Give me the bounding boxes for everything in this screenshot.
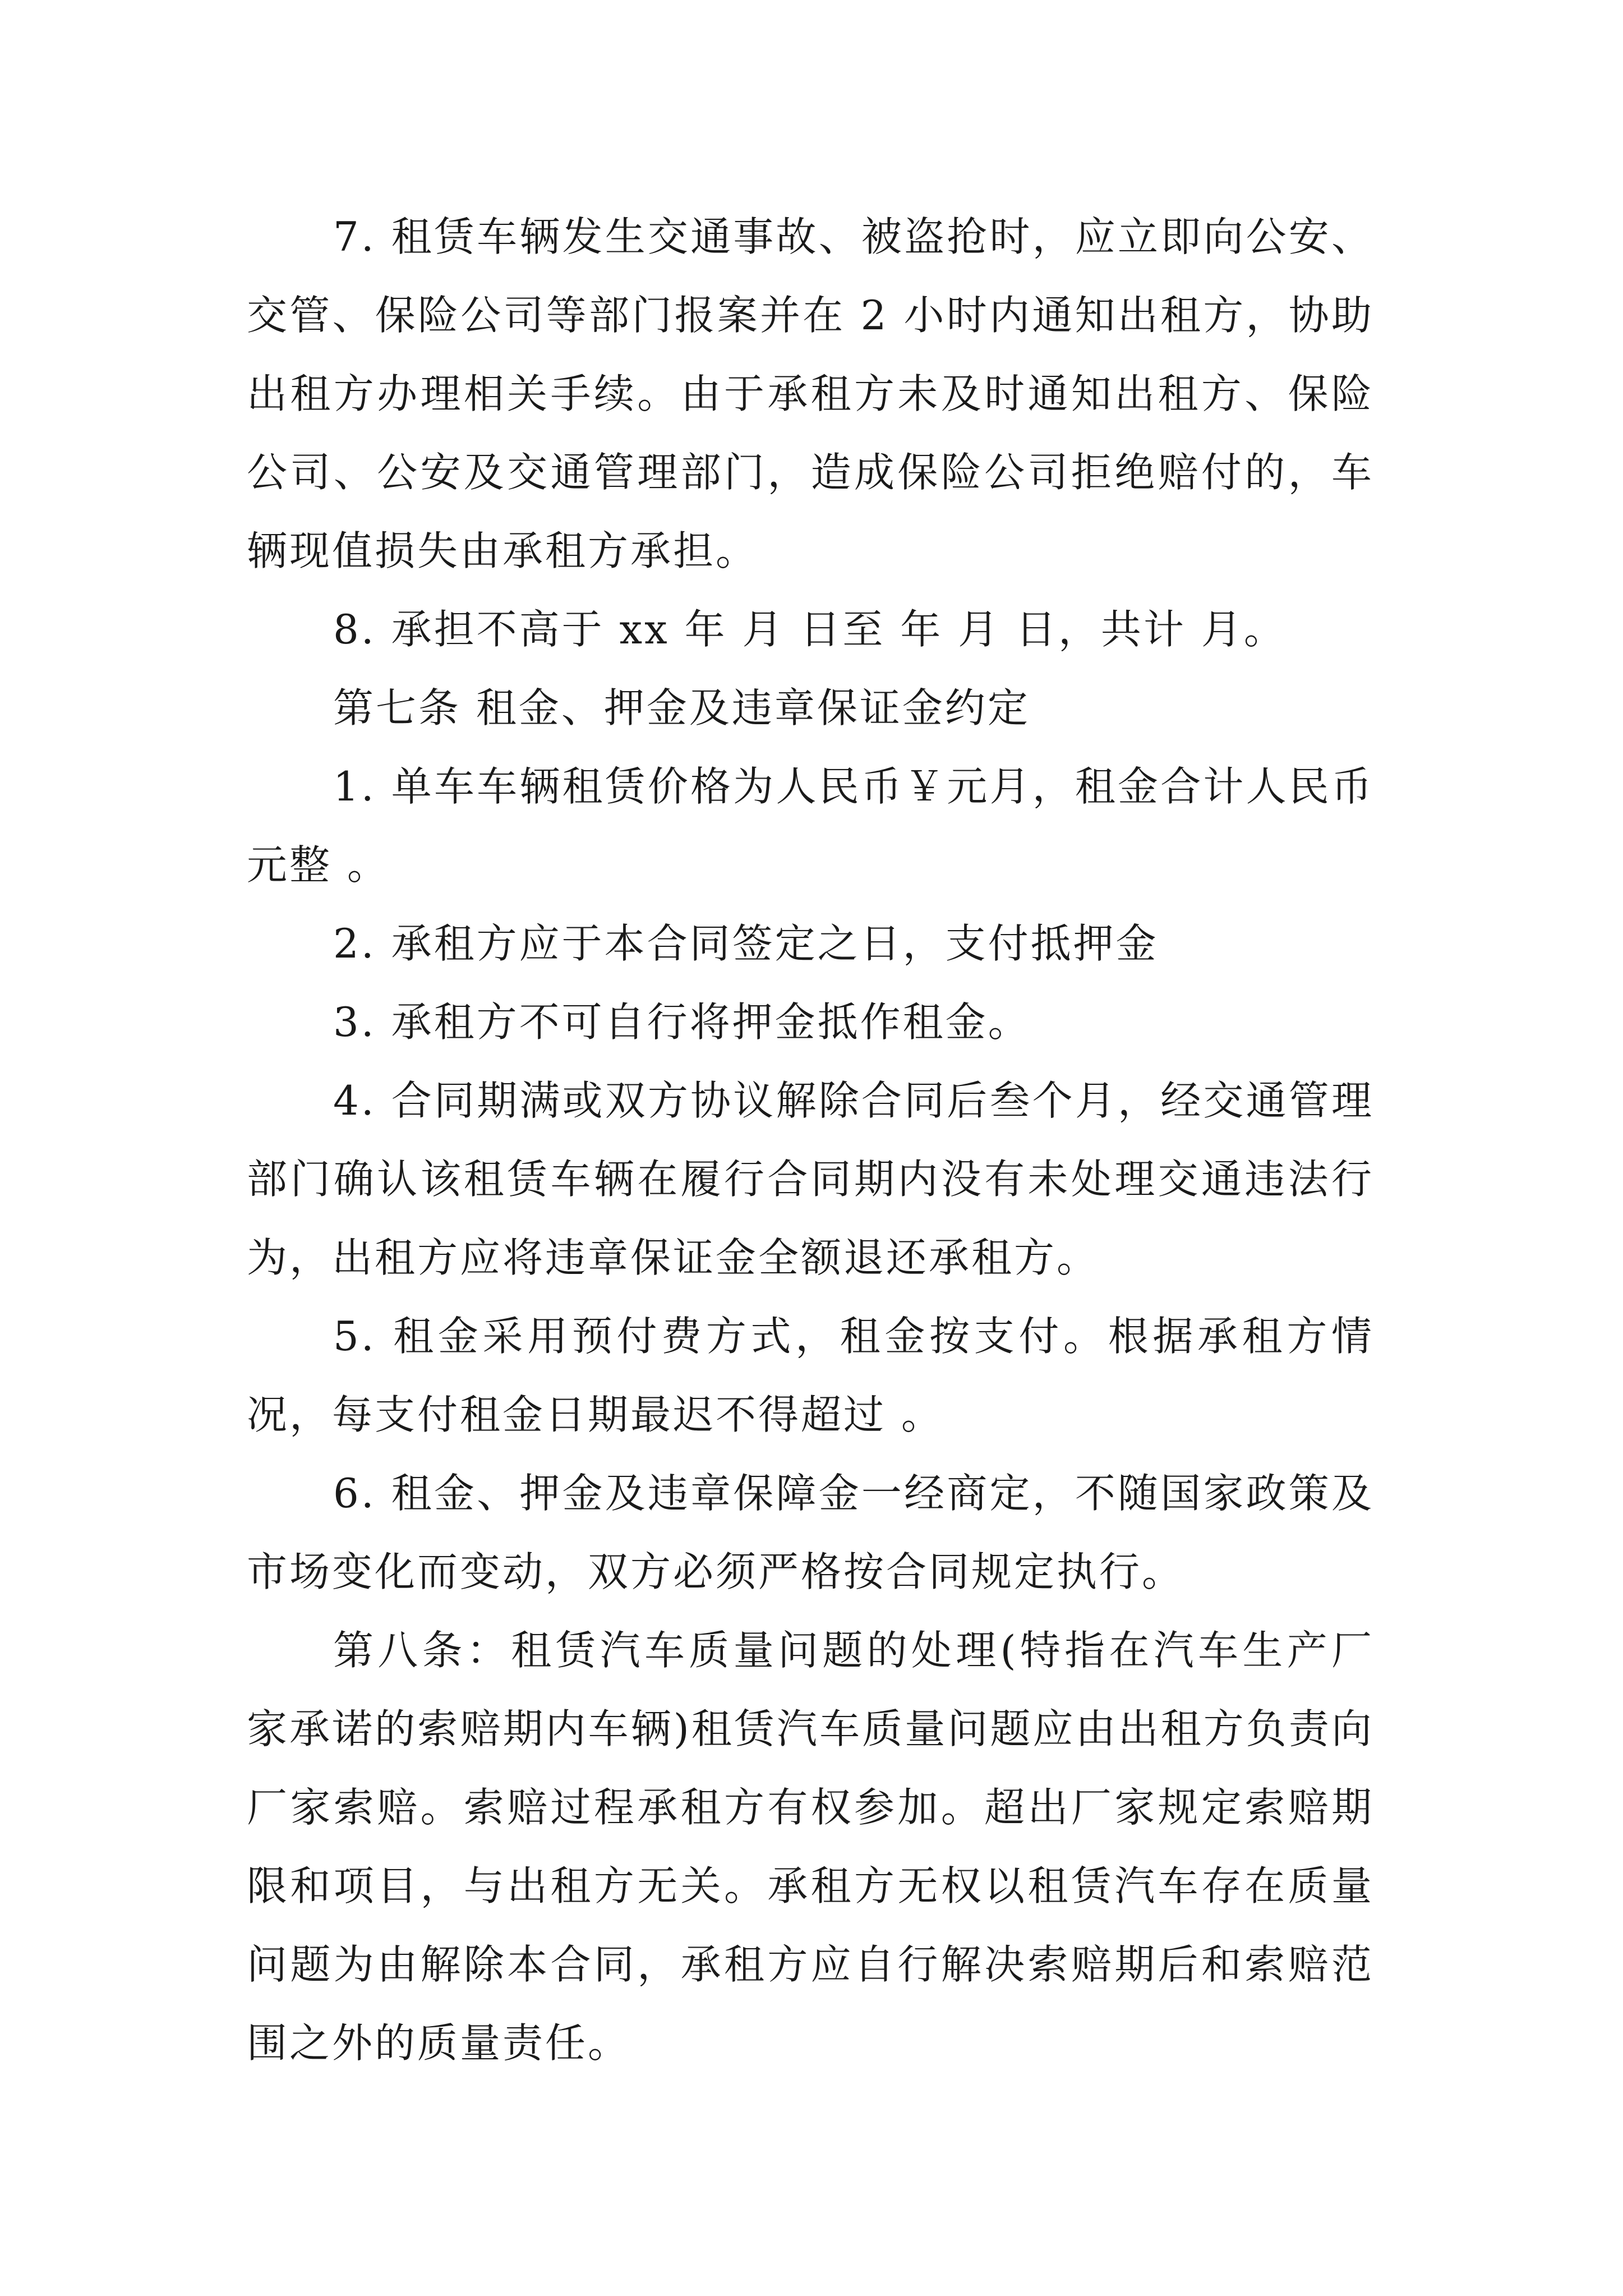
article-7-item-3: 3. 承租方不可自行将押金抵作租金。 [333, 999, 1031, 1046]
article-7-item-6: 6. 租金、押金及违章保障金一经商定，不随国家政策及市场变化而变动，双方必须严格按合同规定执行。 [247, 1470, 1374, 1595]
article-7-item-4: 4. 合同期满或双方协议解除合同后叁个月，经交通管理部门确认该租赁车辆在履行合同期内没有未处理交通违法行为，出租方应将违章保证金全额退还承租方。 [247, 1077, 1374, 1281]
article-7-item-2: 2. 承租方应于本合同签定之日，支付抵押金 [333, 920, 1159, 967]
article-7-item-1: 1. 单车车辆租赁价格为人民币￥元月，租金合计人民币元整 。 [247, 763, 1374, 889]
clause-7-paragraph: 7. 租赁车辆发生交通事故、被盗抢时，应立即向公安、交管、保险公司等部门报案并在 2 小时内通知出租方，协助出租方办理相关手续。由于承租方未及时通知出租方、保险公司、公安及交通管理部门，造成保险公司拒绝赔付的，车辆现值损失由承租方承担。 [247, 213, 1374, 574]
document-body [247, 197, 1374, 2082]
clause-8-paragraph: 8. 承担不高于 xx 年 月 日至 年 月 日，共计 月。 [333, 606, 1287, 653]
article-8-paragraph: 第八条：租赁汽车质量问题的处理(特指在汽车生产厂家承诺的索赔期内车辆)租赁汽车质量问题应由出租方负责向厂家索赔。索赔过程承租方有权参加。超出厂家规定索赔期限和项目，与出租方无关。承租方无权以租赁汽车存在质量问题为由解除本合同，承租方应自行解决索赔期后和索赔范围之外的质量责任。 [247, 1627, 1374, 2067]
article-7-heading: 第七条 租金、押金及违章保证金约定 [333, 684, 1030, 731]
article-7-item-5: 5. 租金采用预付费方式，租金按支付。根据承租方情况，每支付租金日期最迟不得超过 。 [247, 1313, 1374, 1438]
